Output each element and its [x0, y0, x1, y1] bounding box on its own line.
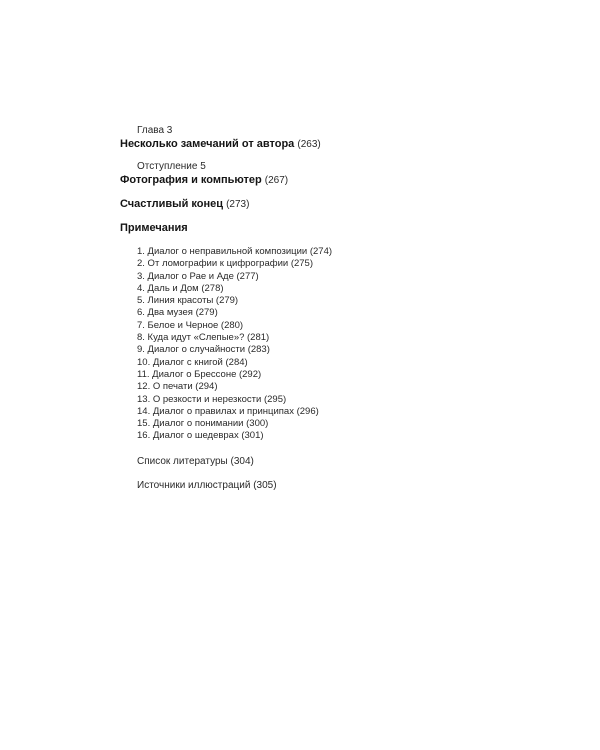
- chapter-3-caption: Глава 3: [137, 125, 173, 136]
- chapter-3-title: Несколько замечаний от автора: [120, 138, 295, 150]
- note-item: 10. Диалог с книгой (284): [137, 356, 248, 368]
- note-item: 4. Даль и Дом (278): [137, 282, 224, 294]
- note-item: 2. От ломографии к цифрографии (275): [137, 258, 313, 270]
- note-item: 9. Диалог о случайности (283): [137, 344, 270, 356]
- note-item: 3. Диалог о Рае и Аде (277): [137, 270, 259, 282]
- note-item: 12. О печати (294): [137, 381, 218, 393]
- note-item: 16. Диалог о шедеврах (301): [137, 430, 264, 442]
- digression-5-title: Фотография и компьютер: [120, 174, 262, 186]
- notes-heading: Примечания: [120, 222, 188, 234]
- note-item: 6. Два музея (279): [137, 307, 218, 319]
- note-item: 1. Диалог о неправильной композиции (274): [137, 246, 333, 257]
- digression-5-page: (267): [264, 175, 289, 186]
- note-item: 11. Диалог о Брессоне (292): [137, 368, 262, 380]
- happy-end-page: (273): [226, 199, 250, 210]
- chapter-3-entry: [120, 139, 321, 150]
- digression-5-caption: Отступление 5: [137, 161, 206, 172]
- note-item: 8. Куда идут «Слепые»? (281): [137, 332, 270, 344]
- illustrations-entry: Источники иллюстраций (305): [137, 480, 277, 491]
- happy-end-entry: [120, 199, 249, 210]
- digression-5-entry: [120, 175, 288, 186]
- bibliography-entry: Список литературы (304): [137, 456, 254, 467]
- note-item: 7. Белое и Черное (280): [137, 319, 244, 331]
- notes-list: [137, 246, 332, 443]
- note-item: 15. Диалог о понимании (300): [137, 418, 269, 430]
- chapter-3-page: (263): [297, 139, 321, 150]
- note-item: 5. Линия красоты (279): [137, 295, 239, 307]
- note-item: 13. О резкости и нерезкости (295): [137, 393, 287, 405]
- happy-end-title: Счастливый конец: [120, 198, 223, 210]
- note-item: 14. Диалог о правилах и принципах (296): [137, 405, 319, 417]
